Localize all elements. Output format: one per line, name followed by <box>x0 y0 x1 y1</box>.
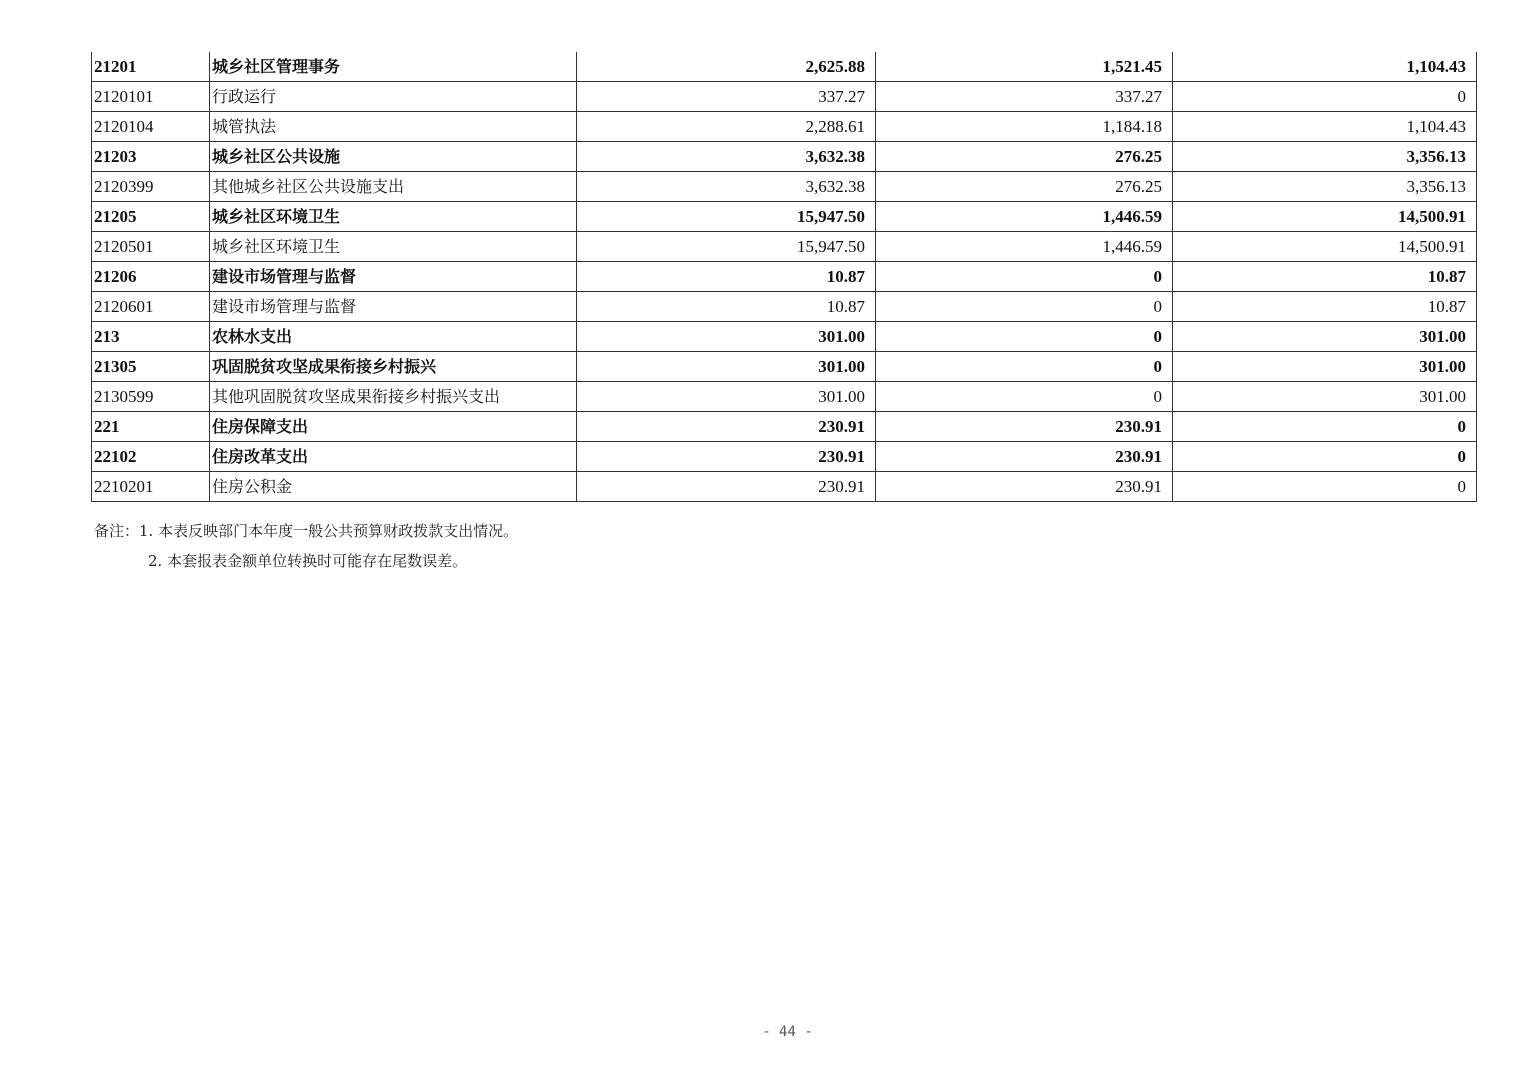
total-amount-cell: 301.00 <box>577 382 876 412</box>
basic-expenditure-cell: 0 <box>876 322 1173 352</box>
subject-name-cell: 城乡社区公共设施 <box>210 142 577 172</box>
total-amount-cell: 337.27 <box>577 82 876 112</box>
total-amount-cell: 230.91 <box>577 442 876 472</box>
basic-expenditure-cell: 230.91 <box>876 472 1173 502</box>
table-row <box>92 202 1477 232</box>
table-row <box>92 262 1477 292</box>
total-amount-cell: 301.00 <box>577 352 876 382</box>
subject-code-cell: 2120399 <box>92 172 210 202</box>
basic-expenditure-cell: 337.27 <box>876 82 1173 112</box>
basic-expenditure-cell: 230.91 <box>876 442 1173 472</box>
subject-name-cell: 建设市场管理与监督 <box>210 262 577 292</box>
subject-name-cell: 城管执法 <box>210 112 577 142</box>
basic-expenditure-cell: 1,184.18 <box>876 112 1173 142</box>
project-expenditure-cell: 0 <box>1173 442 1477 472</box>
total-amount-cell: 15,947.50 <box>577 202 876 232</box>
subject-code-cell: 2210201 <box>92 472 210 502</box>
project-expenditure-cell: 14,500.91 <box>1173 232 1477 262</box>
subject-name-cell: 住房公积金 <box>210 472 577 502</box>
budget-expenditure-table <box>91 52 1477 502</box>
total-amount-cell: 301.00 <box>577 322 876 352</box>
basic-expenditure-cell: 0 <box>876 262 1173 292</box>
subject-name-cell: 其他巩固脱贫攻坚成果衔接乡村振兴支出 <box>210 382 577 412</box>
basic-expenditure-cell: 0 <box>876 382 1173 412</box>
subject-name-cell: 巩固脱贫攻坚成果衔接乡村振兴 <box>210 352 577 382</box>
table-row <box>92 352 1477 382</box>
basic-expenditure-cell: 1,521.45 <box>876 52 1173 82</box>
subject-code-cell: 2120101 <box>92 82 210 112</box>
table-row <box>92 442 1477 472</box>
subject-name-cell: 其他城乡社区公共设施支出 <box>210 172 577 202</box>
basic-expenditure-cell: 276.25 <box>876 172 1173 202</box>
basic-expenditure-cell: 1,446.59 <box>876 232 1173 262</box>
project-expenditure-cell: 10.87 <box>1173 262 1477 292</box>
budget-table-body <box>92 52 1477 502</box>
total-amount-cell: 2,288.61 <box>577 112 876 142</box>
subject-code-cell: 21201 <box>92 52 210 82</box>
basic-expenditure-cell: 0 <box>876 352 1173 382</box>
subject-code-cell: 21206 <box>92 262 210 292</box>
table-row <box>92 232 1477 262</box>
subject-name-cell: 农林水支出 <box>210 322 577 352</box>
project-expenditure-cell: 1,104.43 <box>1173 52 1477 82</box>
subject-name-cell: 行政运行 <box>210 82 577 112</box>
subject-code-cell: 21305 <box>92 352 210 382</box>
basic-expenditure-cell: 0 <box>876 292 1173 322</box>
table-notes <box>94 516 518 576</box>
project-expenditure-cell: 3,356.13 <box>1173 172 1477 202</box>
total-amount-cell: 230.91 <box>577 472 876 502</box>
table-row <box>92 142 1477 172</box>
subject-code-cell: 2120601 <box>92 292 210 322</box>
subject-code-cell: 21205 <box>92 202 210 232</box>
subject-name-cell: 住房保障支出 <box>210 412 577 442</box>
total-amount-cell: 230.91 <box>577 412 876 442</box>
subject-code-cell: 2120501 <box>92 232 210 262</box>
subject-name-cell: 城乡社区环境卫生 <box>210 202 577 232</box>
basic-expenditure-cell: 1,446.59 <box>876 202 1173 232</box>
subject-code-cell: 221 <box>92 412 210 442</box>
total-amount-cell: 3,632.38 <box>577 172 876 202</box>
subject-code-cell: 2120104 <box>92 112 210 142</box>
project-expenditure-cell: 0 <box>1173 82 1477 112</box>
subject-code-cell: 22102 <box>92 442 210 472</box>
basic-expenditure-cell: 276.25 <box>876 142 1173 172</box>
basic-expenditure-cell: 230.91 <box>876 412 1173 442</box>
subject-code-cell: 213 <box>92 322 210 352</box>
table-row <box>92 52 1477 82</box>
project-expenditure-cell: 1,104.43 <box>1173 112 1477 142</box>
table-row <box>92 292 1477 322</box>
page-number: - 44 - <box>762 1024 813 1040</box>
table-row <box>92 172 1477 202</box>
total-amount-cell: 15,947.50 <box>577 232 876 262</box>
project-expenditure-cell: 10.87 <box>1173 292 1477 322</box>
table-row <box>92 112 1477 142</box>
subject-code-cell: 2130599 <box>92 382 210 412</box>
table-row <box>92 472 1477 502</box>
note-line-2: 2. 本套报表金额单位转换时可能存在尾数误差。 <box>148 552 468 570</box>
table-row <box>92 322 1477 352</box>
total-amount-cell: 3,632.38 <box>577 142 876 172</box>
project-expenditure-cell: 14,500.91 <box>1173 202 1477 232</box>
project-expenditure-cell: 301.00 <box>1173 322 1477 352</box>
project-expenditure-cell: 0 <box>1173 412 1477 442</box>
subject-name-cell: 建设市场管理与监督 <box>210 292 577 322</box>
project-expenditure-cell: 301.00 <box>1173 382 1477 412</box>
total-amount-cell: 2,625.88 <box>577 52 876 82</box>
table-row <box>92 382 1477 412</box>
note-line-1: 备注：1. 本表反映部门本年度一般公共预算财政拨款支出情况。 <box>94 522 519 540</box>
subject-name-cell: 城乡社区管理事务 <box>210 52 577 82</box>
total-amount-cell: 10.87 <box>577 292 876 322</box>
subject-name-cell: 城乡社区环境卫生 <box>210 232 577 262</box>
table-row <box>92 82 1477 112</box>
project-expenditure-cell: 0 <box>1173 472 1477 502</box>
subject-code-cell: 21203 <box>92 142 210 172</box>
total-amount-cell: 10.87 <box>577 262 876 292</box>
project-expenditure-cell: 3,356.13 <box>1173 142 1477 172</box>
project-expenditure-cell: 301.00 <box>1173 352 1477 382</box>
table-row <box>92 412 1477 442</box>
subject-name-cell: 住房改革支出 <box>210 442 577 472</box>
